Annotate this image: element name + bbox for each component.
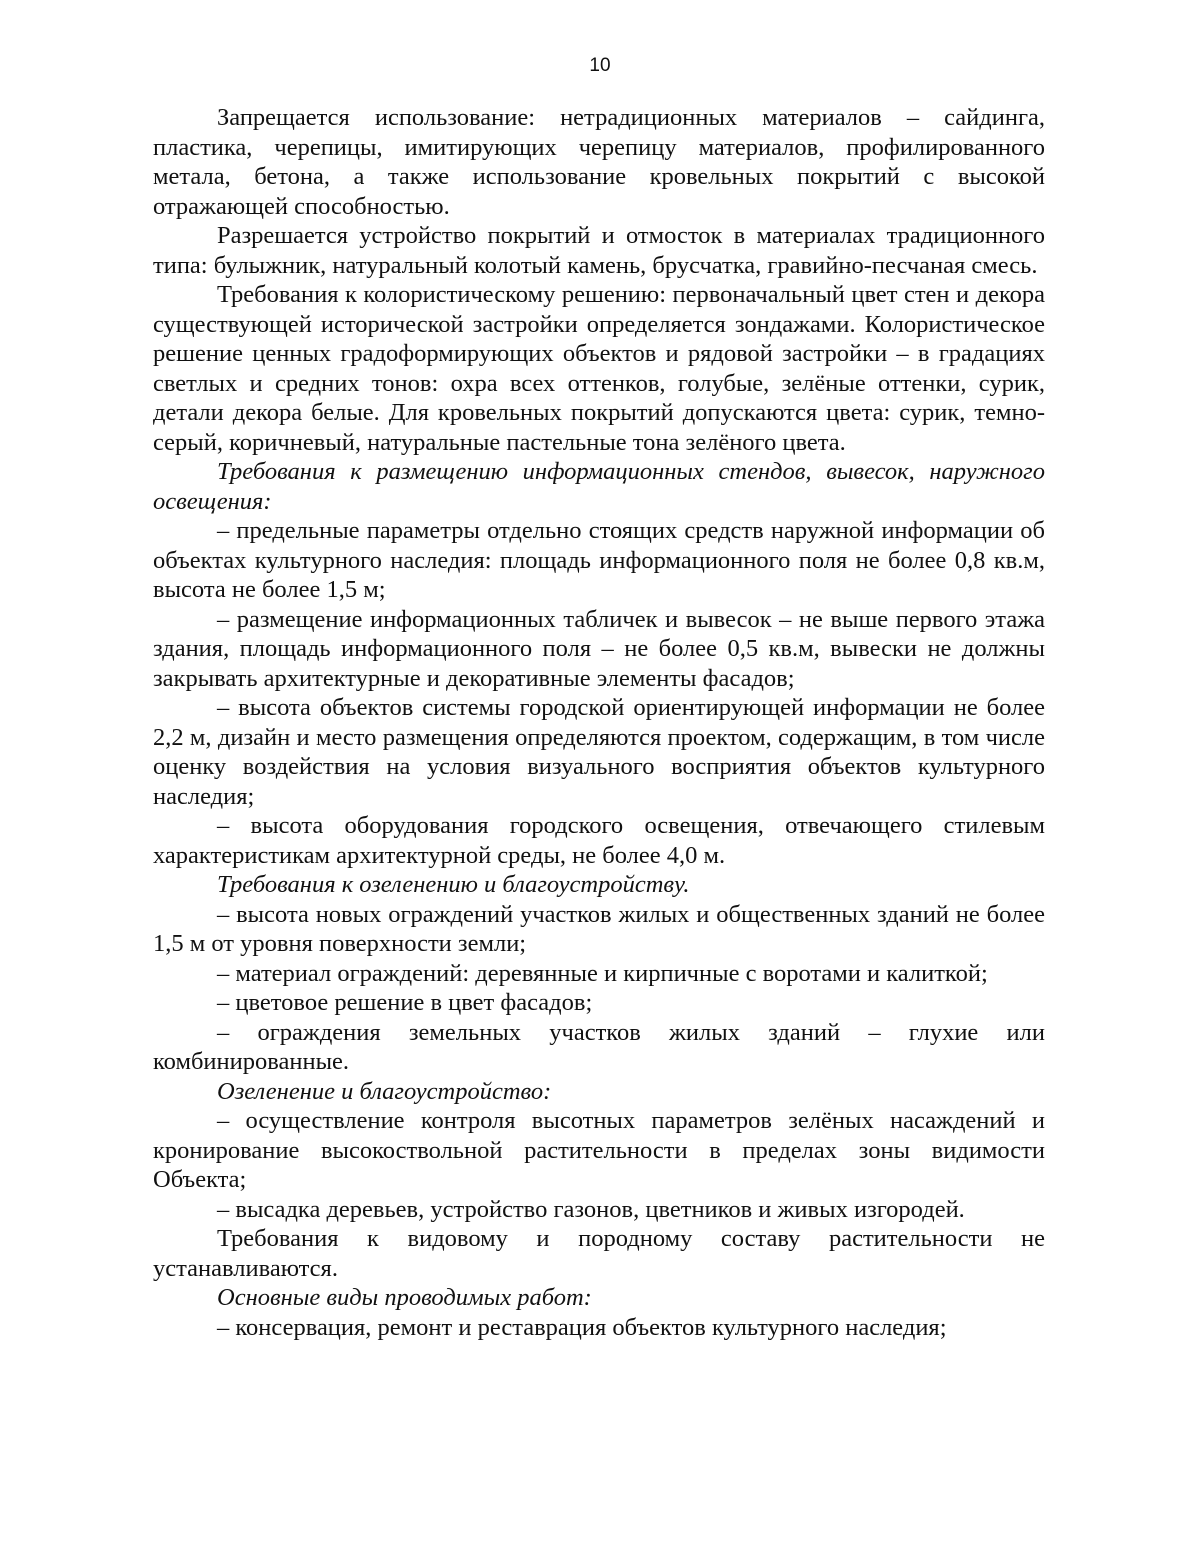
list-item-tree-control: – осуществление контроля высотных параметров зелёных насаждений и кронирование высокоствольной растительности в пределах зоны видимости Объекта; [153,1107,1045,1193]
list-item-fence-height: – высота новых ограждений участков жилых и общественных зданий не более 1,5 м от уровня поверхности земли; [153,900,1045,957]
list-item-street-lighting: – высота оборудования городского освещения, отвечающего стилевым характеристикам архитектурной среды, не более 4,0 м. [153,812,1045,869]
list-item-fence-color: – цветовое решение в цвет фасадов; [217,989,593,1016]
paragraph-prohibited-materials: Запрещается использование: нетрадиционных материалов – сайдинга, пластика, черепицы, имитирующих черепицу материалов, профилированного метала, бетона, а также использование кровельных покрытий с высокой отражающей способностью. [153,104,1045,220]
paragraph-color-requirements: Требования к колористическому решению: первоначальный цвет стен и декора существующей исторической застройки определяется зондажами. Колористическое решение ценных градоформирующих объектов и рядовой застройки – в градациях светлых и средних тонов: охра всех оттенков, голубые, зелёные оттенки, сурик, детали декора белые. Для кровельных покрытий допускаются цвета: сурик, темно-серый, коричневый, натуральные пастельные тона зелёного цвета. [153,281,1045,456]
heading-landscaping-requirements: Требования к озеленению и благоустройству. [217,871,690,898]
list-item-planting: – высадка деревьев, устройство газонов, цветников и живых изгородей. [217,1195,965,1223]
list-item-standalone-info: – предельные параметры отдельно стоящих средств наружной информации об объектах культурного наследия: площадь информационного поля не более 0,8 кв.м, высота не более 1,5 м; [153,517,1045,603]
paragraph-allowed-coverings: Разрешается устройство покрытий и отмосток в материалах традиционного типа: булыжник, натуральный колотый камень, брусчатка, гравийно-песчаная смесь. [153,222,1045,279]
list-item-conservation: – консервация, ремонт и реставрация объектов культурного наследия; [217,1313,947,1341]
document-body [153,103,1045,1342]
list-item-fence-material: – материал ограждений: деревянные и кирпичные с воротами и калиткой; [217,959,988,987]
heading-main-works: Основные виды проводимых работ: [217,1284,592,1311]
paragraph-vegetation-composition: Требования к видовому и породному составу растительности не устанавливаются. [153,1225,1045,1282]
heading-landscaping: Озеленение и благоустройство: [217,1077,552,1105]
page-number: 10 [589,55,611,76]
list-item-fence-type: – ограждения земельных участков жилых зданий – глухие или комбинированные. [153,1018,1045,1075]
heading-signage-requirements: Требования к размещению информационных стендов, вывесок, наружного освещения: [153,458,1045,515]
list-item-orientation-info: – высота объектов системы городской ориентирующей информации не более 2,2 м, дизайн и место размещения определяются проектом, содержащим, в том числе оценку воздействия на условия визуального восприятия объектов культурного наследия; [153,694,1045,810]
list-item-plaques-signs: – размещение информационных табличек и вывесок – не выше первого этажа здания, площадь информационного поля – не более 0,5 кв.м, вывески не должны закрывать архитектурные и декоративные элементы фасадов; [153,605,1045,692]
